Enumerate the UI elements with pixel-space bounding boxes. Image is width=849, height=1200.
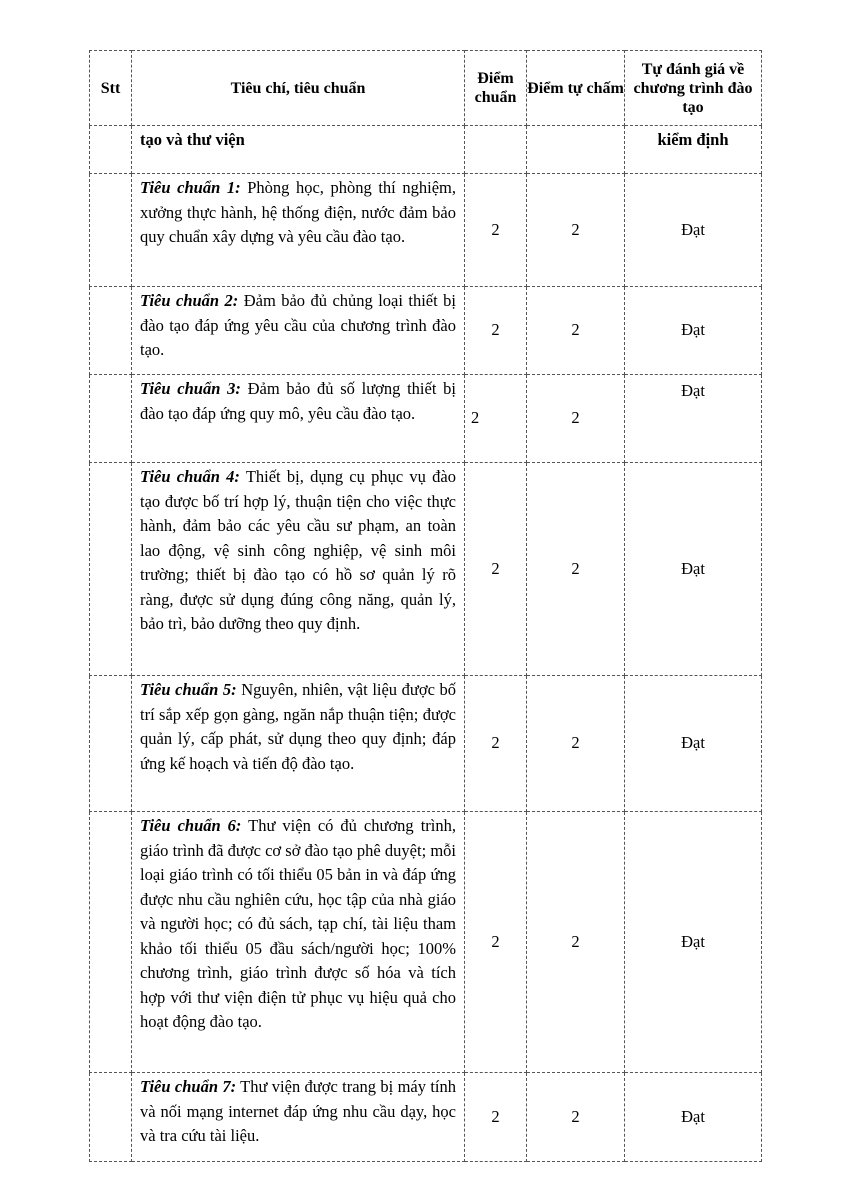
assessment-result: Đạt	[625, 676, 762, 812]
stt-cell	[90, 126, 132, 174]
table-row	[90, 463, 762, 676]
stt-cell	[90, 1073, 132, 1162]
standard-score: 2	[465, 287, 527, 375]
header-self-score: Điểm tự chấm	[527, 51, 625, 126]
criterion-text: Thư viện được trang bị máy tính và nối mạng internet đáp ứng nhu cầu dạy, học và tra cứu tài liệu.	[140, 1077, 457, 1145]
assessment-table	[89, 50, 762, 1162]
criterion-text: Thư viện có đủ chương trình, giáo trình đã được cơ sở đào tạo phê duyệt; mỗi loại giáo trình có tối thiểu 05 bản in và đáp ứng được nhu cầu nghiên cứu, học tập của nhà giáo và người học; có đủ sách, tạp chí, tài liệu tham khảo tối thiểu 05 đầu sách/người học; 100% chương trình, giáo trình được số hóa và tích hợp với thư viện điện tử phục vụ hiệu quả cho hoạt động đào tạo.	[140, 816, 456, 1031]
table-row	[90, 287, 762, 375]
assessment-result: Đạt	[625, 287, 762, 375]
table-row	[90, 1073, 762, 1162]
self-score: 2	[527, 375, 625, 463]
self-score: 2	[527, 463, 625, 676]
criterion-label: Tiêu chuẩn 6:	[140, 816, 242, 835]
table-header-row	[90, 51, 762, 126]
criterion-text: Đảm bảo đủ chủng loại thiết bị đào tạo đáp ứng yêu cầu của chương trình đào tạo.	[140, 291, 456, 359]
criterion-label: Tiêu chuẩn 4:	[140, 467, 240, 486]
continuation-row	[90, 126, 762, 174]
assessment-result: Đạt	[625, 174, 762, 287]
standard-score: 2	[465, 375, 527, 463]
criterion-text: Đảm bảo đủ số lượng thiết bị đào tạo đáp ứng quy mô, yêu cầu đào tạo.	[140, 379, 456, 423]
criterion-label: Tiêu chuẩn 5:	[140, 680, 237, 699]
stt-cell	[90, 287, 132, 375]
header-self-assessment: Tự đánh giá về chương trình đào tạo	[625, 51, 762, 126]
assessment-result: Đạt	[625, 812, 762, 1073]
stt-cell	[90, 463, 132, 676]
standard-score: 2	[465, 1073, 527, 1162]
assessment-result: Đạt	[625, 1073, 762, 1162]
assessment-result: Đạt	[625, 463, 762, 676]
standard-score: 2	[465, 174, 527, 287]
header-standard-score: Điểm chuẩn	[465, 51, 527, 126]
header-criteria: Tiêu chí, tiêu chuẩn	[132, 51, 465, 126]
criterion-text: Phòng học, phòng thí nghiệm, xưởng thực hành, hệ thống điện, nước đảm bảo quy chuẩn xây dựng và yêu cầu đào tạo.	[140, 178, 456, 246]
self-score: 2	[527, 287, 625, 375]
criterion-cell	[132, 676, 465, 812]
self-cell	[527, 126, 625, 174]
standard-score: 2	[465, 676, 527, 812]
criterion-text: Nguyên, nhiên, vật liệu được bố trí sắp xếp gọn gàng, ngăn nắp thuận tiện; được quản lý, cấp phát, sử dụng theo quy định; đáp ứng kế hoạch và tiến độ đào tạo.	[140, 680, 456, 773]
table-row	[90, 676, 762, 812]
criterion-label: Tiêu chuẩn 7:	[140, 1077, 237, 1096]
criterion-cell	[132, 375, 465, 463]
self-score: 2	[527, 174, 625, 287]
self-score: 2	[527, 812, 625, 1073]
assessment-result: Đạt	[625, 375, 762, 463]
stt-cell	[90, 174, 132, 287]
table-row	[90, 174, 762, 287]
table-row	[90, 812, 762, 1073]
stt-cell	[90, 676, 132, 812]
criterion-label: Tiêu chuẩn 1:	[140, 178, 241, 197]
stt-cell	[90, 375, 132, 463]
continuation-assessment: kiểm định	[625, 126, 762, 174]
criterion-label: Tiêu chuẩn 3:	[140, 379, 241, 398]
table-row	[90, 375, 762, 463]
header-stt: Stt	[90, 51, 132, 126]
criterion-cell	[132, 812, 465, 1073]
criterion-cell	[132, 174, 465, 287]
criterion-cell	[132, 463, 465, 676]
criterion-text: Thiết bị, dụng cụ phục vụ đào tạo được bố trí hợp lý, thuận tiện cho việc thực hành, đảm bảo các yêu cầu sư phạm, an toàn lao động, vệ sinh công nghiệp, vệ sinh môi trường; thiết bị đào tạo có hồ sơ quản lý rõ ràng, được sử dụng đúng công năng, quản lý, bảo trì, bảo dưỡng theo quy định.	[140, 467, 456, 633]
standard-score: 2	[465, 463, 527, 676]
standard-score: 2	[465, 812, 527, 1073]
criterion-cell	[132, 1073, 465, 1162]
stt-cell	[90, 812, 132, 1073]
self-score: 2	[527, 676, 625, 812]
criterion-label: Tiêu chuẩn 2:	[140, 291, 239, 310]
continuation-criteria: tạo và thư viện	[132, 126, 465, 174]
criterion-cell	[132, 287, 465, 375]
standard-cell	[465, 126, 527, 174]
self-score: 2	[527, 1073, 625, 1162]
